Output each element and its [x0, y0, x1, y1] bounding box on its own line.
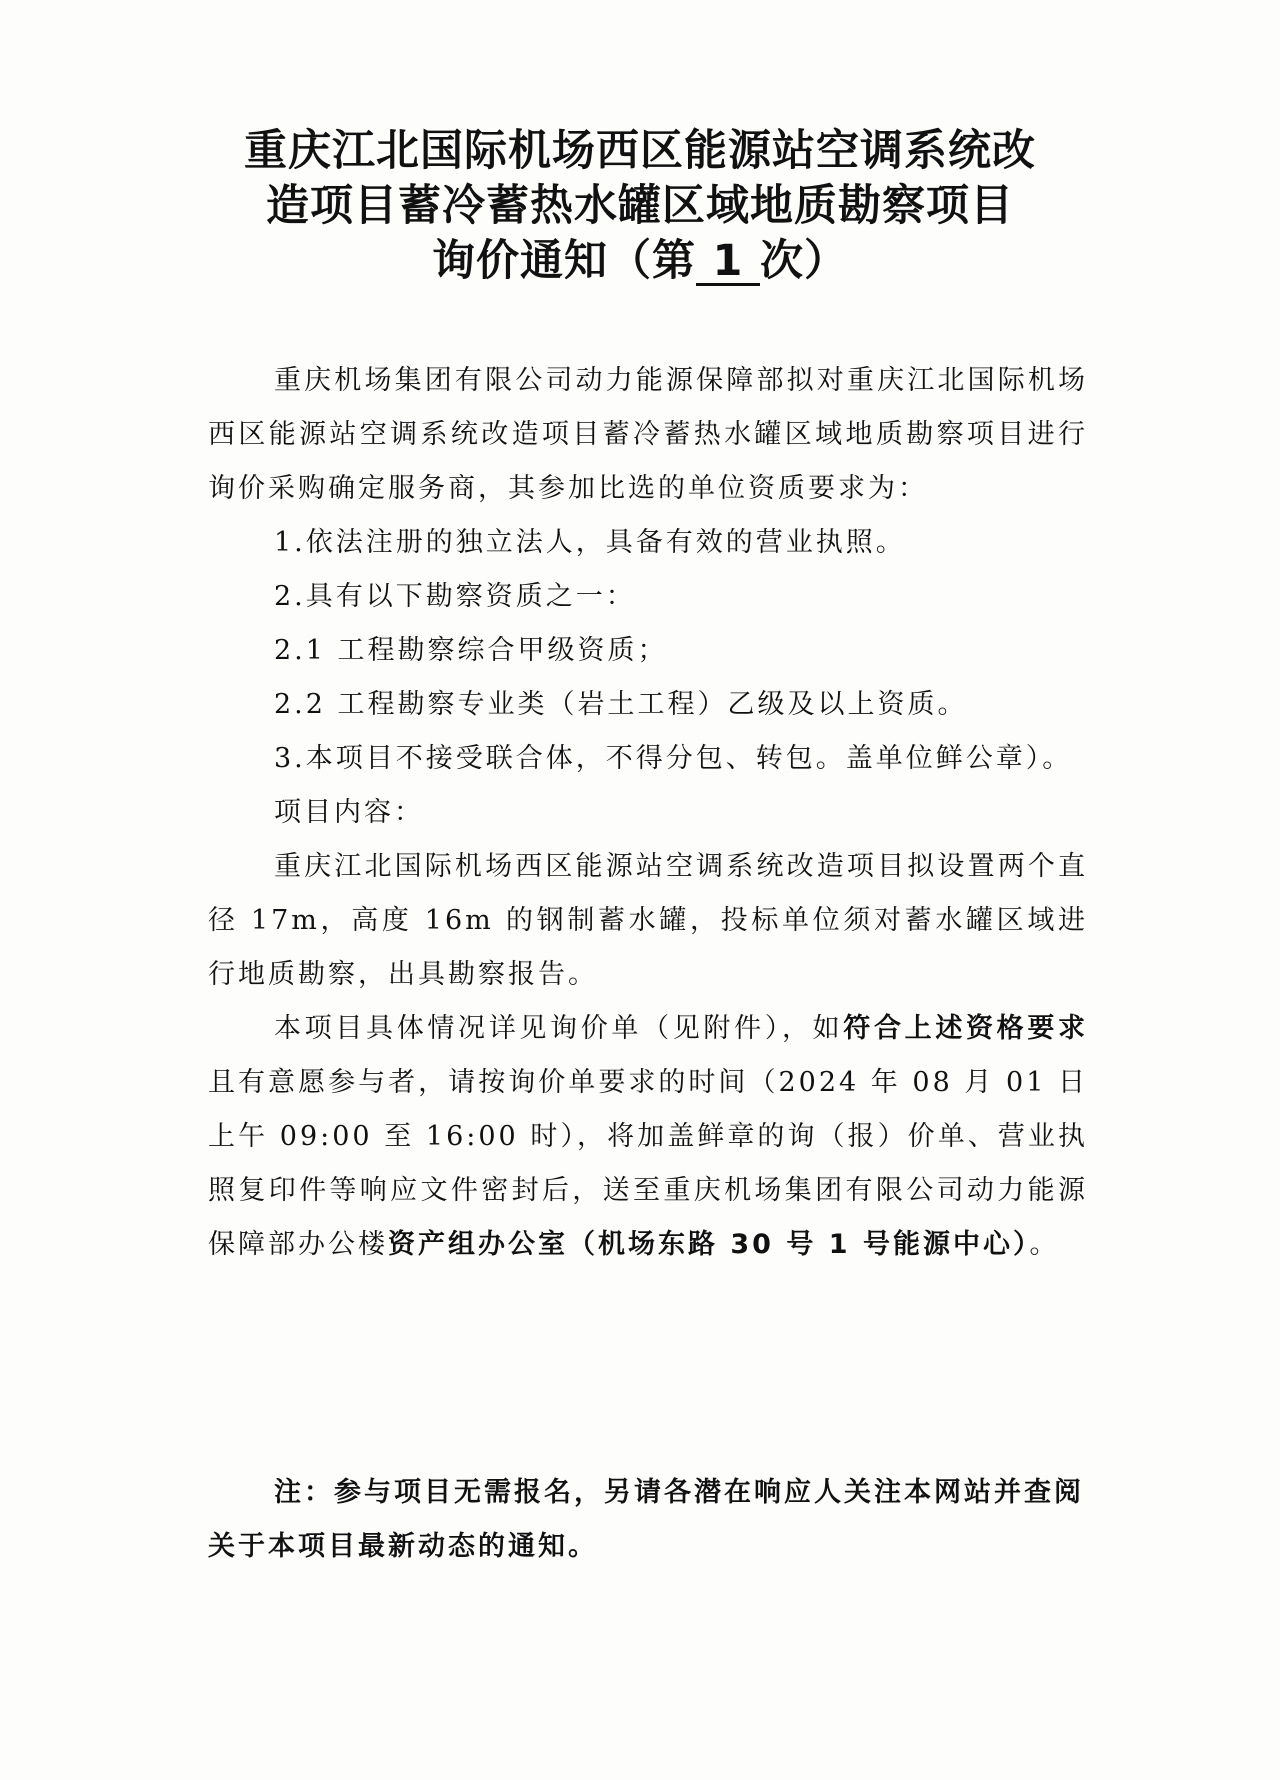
- requirement-2: 2.具有以下勘察资质之一：: [274, 581, 636, 612]
- document-title: [170, 124, 1110, 289]
- title-line-1: 重庆江北国际机场西区能源站空调系统改: [244, 126, 1036, 176]
- requirement-3: 3.本项目不接受联合体，不得分包、转包。盖单位鲜公章）。: [274, 743, 1073, 774]
- submission-text-1: 本项目具体情况详见询价单（见附件），如: [274, 1013, 844, 1044]
- submission-location: 资产组办公室（机场东路 30 号 1 号能源中心）: [388, 1229, 1030, 1260]
- content-heading: 项目内容：: [274, 797, 424, 828]
- title-line-3: [170, 234, 1110, 289]
- content-paragraph: 重庆江北国际机场西区能源站空调系统改造项目拟设置两个直径 17m，高度 16m 的钢制蓄水罐，投标单位须对蓄水罐区域进行地质勘察，出具勘察报告。: [208, 851, 1088, 990]
- submission-text-2: 且有意愿参与者，请按询价单要求的时间（2024 年 08 月 01 日上午 09:00 至 16:00 时），将加盖鲜章的询（报）价单、营业执照复印件等响应文件密封后，送至重庆机场集团有限公司动力能源保障部办公楼: [208, 1067, 1088, 1260]
- requirement-1: 1.依法注册的独立法人，具备有效的营业执照。: [274, 527, 906, 558]
- submission-paragraph: [208, 1002, 1088, 1272]
- note-paragraph: 注：参与项目无需报名，另请各潜在响应人关注本网站并查阅关于本项目最新动态的通知。: [208, 1477, 1084, 1562]
- document-body: [208, 354, 1088, 1272]
- intro-paragraph: 重庆机场集团有限公司动力能源保障部拟对重庆江北国际机场西区能源站空调系统改造项目蓄冷蓄热水罐区域地质勘察项目进行询价采购确定服务商，其参加比选的单位资质要求为：: [208, 365, 1088, 504]
- submission-text-3: 。: [1029, 1229, 1060, 1260]
- notice-round-number: 1: [696, 239, 760, 286]
- title-line-2: 造项目蓄冷蓄热水罐区域地质勘察项目: [266, 181, 1014, 231]
- requirement-2-1: 2.1 工程勘察综合甲级资质；: [274, 635, 668, 666]
- note-section: [208, 1466, 1088, 1574]
- title-line-3-prefix: 询价通知（第: [432, 236, 696, 286]
- title-line-3-suffix: 次）: [760, 236, 848, 286]
- requirement-2-2: 2.2 工程勘察专业类（岩土工程）乙级及以上资质。: [274, 689, 968, 720]
- submission-emphasis-1: 符合上述资格要求: [843, 1013, 1089, 1044]
